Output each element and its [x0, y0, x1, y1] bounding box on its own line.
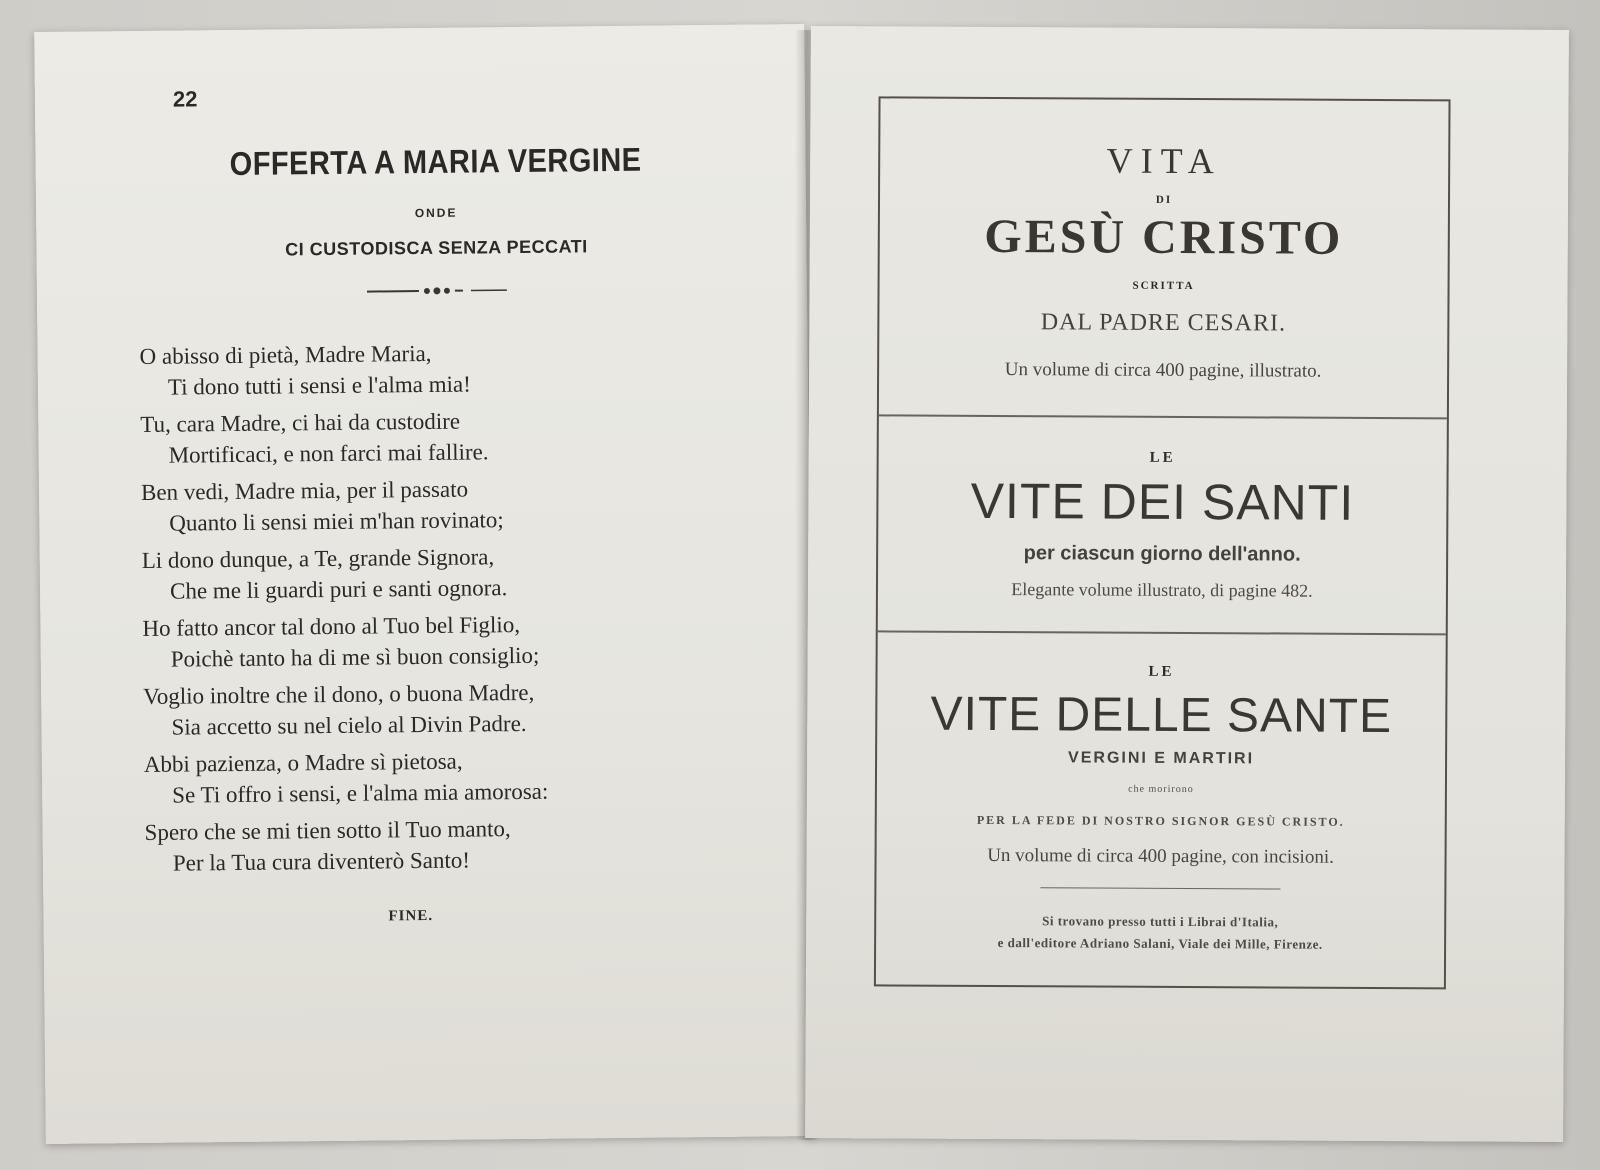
ad-author: DAL PADRE CESARI.	[1040, 309, 1287, 337]
ad-gesu-cristo-title: GESÙ CRISTO	[984, 209, 1344, 265]
verse-line: Mortificaci, e non farci mai fallire.	[168, 439, 489, 468]
ad-vite-delle-sante	[876, 630, 1446, 989]
ad-vite-dei-santi	[878, 414, 1447, 635]
stanza	[141, 471, 742, 539]
verse-line: Poichè tanto ha di me sì buon consiglio;	[170, 642, 540, 672]
ad-publisher-line-1: Si trovano presso tutti i Librai d'Italia,	[1042, 913, 1279, 930]
verse-line: Ho fatto ancor tal dono al Tuo bel Figlio,	[142, 612, 521, 641]
stanza	[142, 607, 743, 675]
ornament-divider	[367, 285, 507, 296]
ad-description: Un volume di circa 400 pagine, illustrato.	[1004, 359, 1322, 382]
ad-le-label: LE	[1148, 663, 1175, 680]
ad-scritta-label: SCRITTA	[1132, 279, 1195, 293]
verse-line: Abbi pazienza, o Madre sì pietosa,	[143, 748, 463, 777]
ad-description: Elegante volume illustrato, di pagine 482.	[1011, 579, 1313, 601]
verse-line: Li dono dunque, a Te, grande Signora,	[141, 544, 495, 573]
verse-line: O abisso di pietà, Madre Maria,	[139, 340, 432, 369]
verse-line: Se Ti offro i sensi, e l'alma mia amorosa:	[172, 778, 549, 808]
verse-line: Ben vedi, Madre mia, per il passato	[140, 476, 469, 505]
ad-le-label: LE	[1149, 449, 1176, 466]
ad-divider-rule	[1040, 887, 1280, 889]
ad-che-morirono: che morirono	[1128, 783, 1194, 796]
verse-line: Sia accetto su nel cielo al Divin Padre.	[171, 710, 527, 740]
advertisement-frame	[874, 96, 1451, 989]
poem-verses	[139, 335, 745, 885]
verse-line: Per la Tua cura diventerò Santo!	[172, 847, 471, 876]
verse-line: Tu, cara Madre, ci hai da custodire	[140, 408, 461, 437]
page-number: 22	[172, 86, 198, 112]
ad-subtitle: VERGINI E MARTIRI	[1068, 749, 1255, 768]
left-page	[34, 24, 816, 1144]
ad-per-la-fede: PER LA FEDE DI NOSTRO SIGNOR GESÙ CRISTO.	[976, 812, 1345, 829]
ad-vita-heading: VITA	[1106, 140, 1222, 182]
poem-title: OFFERTA A MARIA VERGINE	[229, 140, 642, 183]
ad-vite-dei-santi-title: VITE DEI SANTI	[970, 472, 1355, 531]
verse-line: Voglio inoltre che il dono, o buona Madre,	[143, 679, 535, 709]
ad-publisher-line-2: e dall'editore Adriano Salani, Viale dei Mille, Firenze.	[997, 935, 1323, 952]
ad-subtitle: per ciascun giorno dell'anno.	[1023, 542, 1301, 566]
ad-description: Un volume di circa 400 pagine, con incisioni.	[987, 844, 1334, 868]
stanza	[139, 335, 740, 403]
verse-line: Spero che se mi tien sotto il Tuo manto,	[144, 816, 511, 845]
verse-line: Quanto li sensi miei m'han rovinato;	[169, 507, 504, 536]
stanza	[140, 403, 741, 471]
stanza	[143, 675, 744, 743]
ad-vita-gesu-cristo	[879, 98, 1449, 417]
poem-onde: ONDE	[414, 205, 458, 221]
stanza	[144, 743, 745, 811]
ad-di-label: DI	[1155, 193, 1173, 206]
ad-vite-delle-sante-title: VITE DELLE SANTE	[930, 687, 1393, 744]
verse-line: Che me li guardi puri e santi ognora.	[169, 575, 508, 604]
right-page	[805, 26, 1569, 1142]
fine-label: FINE.	[388, 907, 434, 925]
verse-line: Ti dono tutti i sensi e l'alma mia!	[167, 371, 471, 400]
stanza	[144, 811, 745, 879]
stanza	[142, 539, 743, 607]
poem-subtitle: CI CUSTODISCA SENZA PECCATI	[285, 236, 588, 260]
